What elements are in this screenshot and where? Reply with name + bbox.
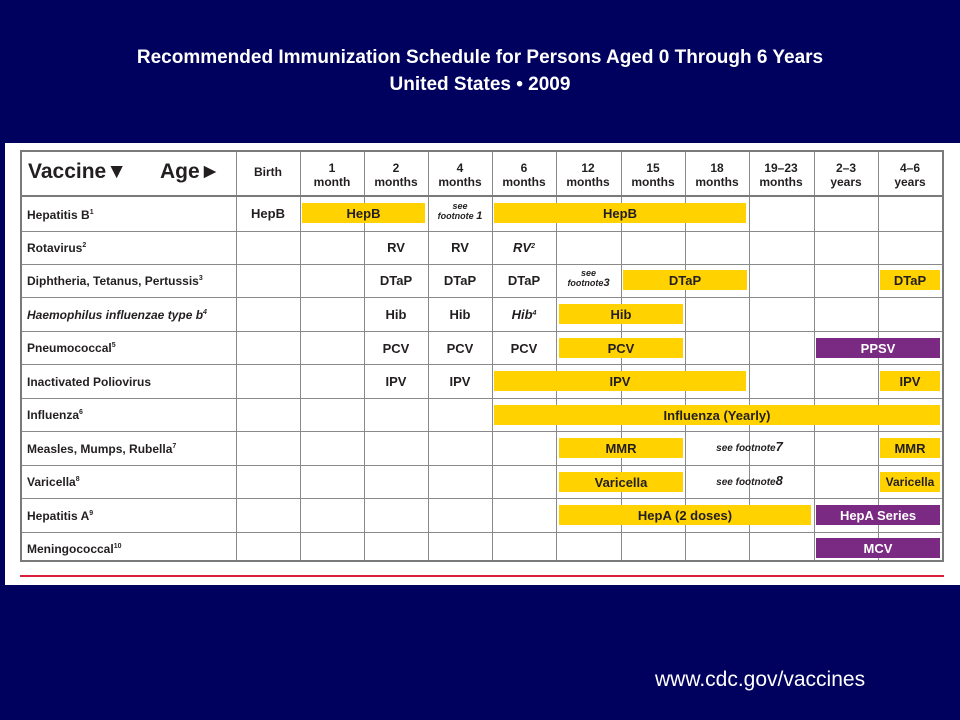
age-4-months: 4 months: [438, 161, 482, 189]
age-12-months: 12 months: [566, 161, 610, 189]
age-birth: Birth: [254, 165, 282, 179]
dtap-footnote-note: see footnote3: [567, 268, 610, 289]
hib-2-months: Hib: [385, 306, 407, 322]
ipv-bar-4-6-years: IPV: [880, 371, 940, 391]
dtap-6-months: DTaP: [507, 272, 541, 288]
hepb-footnote-note: see footnote 1: [437, 201, 483, 222]
varicella-bar: Varicella: [559, 472, 683, 492]
ipv-bar: IPV: [494, 371, 746, 391]
schedule-panel: [5, 143, 960, 585]
age-2-3-years: 2–3 years: [830, 161, 862, 189]
mmr-footnote-note: see footnote7: [716, 439, 783, 454]
age-4-6-years: 4–6 years: [894, 161, 926, 189]
hepb-birth-dose: HepB: [251, 205, 285, 221]
age-2-months: 2 months: [374, 161, 418, 189]
dtap-bar-4-6-years: DTaP: [880, 270, 940, 290]
vaccine-name-meningococcal: Meningococcal$^{10}$: [27, 542, 122, 556]
mmr-bar-4-6-years: MMR: [880, 438, 940, 458]
varicella-footnote-note: see footnote8: [716, 473, 783, 488]
age-header: Age►: [160, 160, 221, 183]
vaccine-header: Vaccine▼: [28, 160, 128, 183]
pcv-bar: PCV: [559, 338, 683, 358]
title-line-2: United States • 2009: [389, 74, 571, 95]
ipv-4-months: IPV: [449, 373, 471, 389]
hib-6-months: Hib 4: [511, 306, 537, 322]
hepa-bar: HepA (2 doses): [559, 505, 811, 525]
red-divider: [20, 575, 944, 577]
pcv-2-months: PCV: [382, 340, 410, 356]
slide-title: [0, 44, 960, 98]
vaccine-name-rotavirus: Rotavirus$^2$: [27, 241, 87, 255]
vaccine-name-mmr: Measles, Mumps, Rubella$^7$: [27, 442, 177, 456]
vaccine-name-ipv: Inactivated Poliovirus: [27, 375, 152, 389]
vaccine-name-hepatitis-b: Hepatitis $B^1$: [27, 208, 94, 222]
ppsv-bar: PPSV: [816, 338, 940, 358]
age-1-month: 1 month: [313, 161, 351, 189]
dtap-4-months: DTaP: [443, 272, 477, 288]
title-line-1: Recommended Immunization Schedule for Persons Aged 0 Through 6 Years: [136, 47, 824, 68]
varicella-bar-4-6-years: Varicella: [880, 472, 940, 492]
vaccine-name-hib: Haemophilus influenzae type $b^4$: [27, 308, 207, 322]
hepb-bar-1: HepB: [302, 203, 425, 223]
rv-4-months: RV: [451, 239, 469, 255]
vaccine-name-varicella: Varicella$^8$: [27, 475, 80, 489]
age-18-months: 18 months: [695, 161, 739, 189]
rv-2-months: RV: [387, 239, 405, 255]
hib-4-months: Hib: [449, 306, 471, 322]
mmr-bar: MMR: [559, 438, 683, 458]
pcv-6-months: PCV: [510, 340, 538, 356]
mcv-bar: MCV: [816, 538, 940, 558]
ipv-2-months: IPV: [385, 373, 407, 389]
hib-bar: Hib: [559, 304, 683, 324]
rv-6-months: RV 2: [513, 239, 535, 255]
influenza-bar: Influenza (Yearly): [494, 405, 940, 425]
vaccine-name-influenza: Influenza$^6$: [27, 408, 83, 422]
vaccine-name-hepatitis-a: Hepatitis $A^9$: [27, 509, 94, 523]
age-6-months: 6 months: [502, 161, 546, 189]
vaccine-name-pneumococcal: Pneumococcal$^5$: [27, 341, 116, 355]
hepa-series-bar: HepA Series: [816, 505, 940, 525]
vaccine-name-dtap: Diphtheria, Tetanus, Pertussis$^3$: [27, 274, 203, 288]
age-15-months: 15 months: [631, 161, 675, 189]
dtap-bar: DTaP: [623, 270, 747, 290]
cdc-url: www.cdc.gov/vaccines: [655, 668, 866, 691]
dtap-2-months: DTaP: [379, 272, 413, 288]
pcv-4-months: PCV: [446, 340, 474, 356]
schedule-table: [20, 150, 944, 562]
age-19-23-months: 19–23 months: [759, 161, 803, 189]
hepb-bar-2: HepB: [494, 203, 746, 223]
